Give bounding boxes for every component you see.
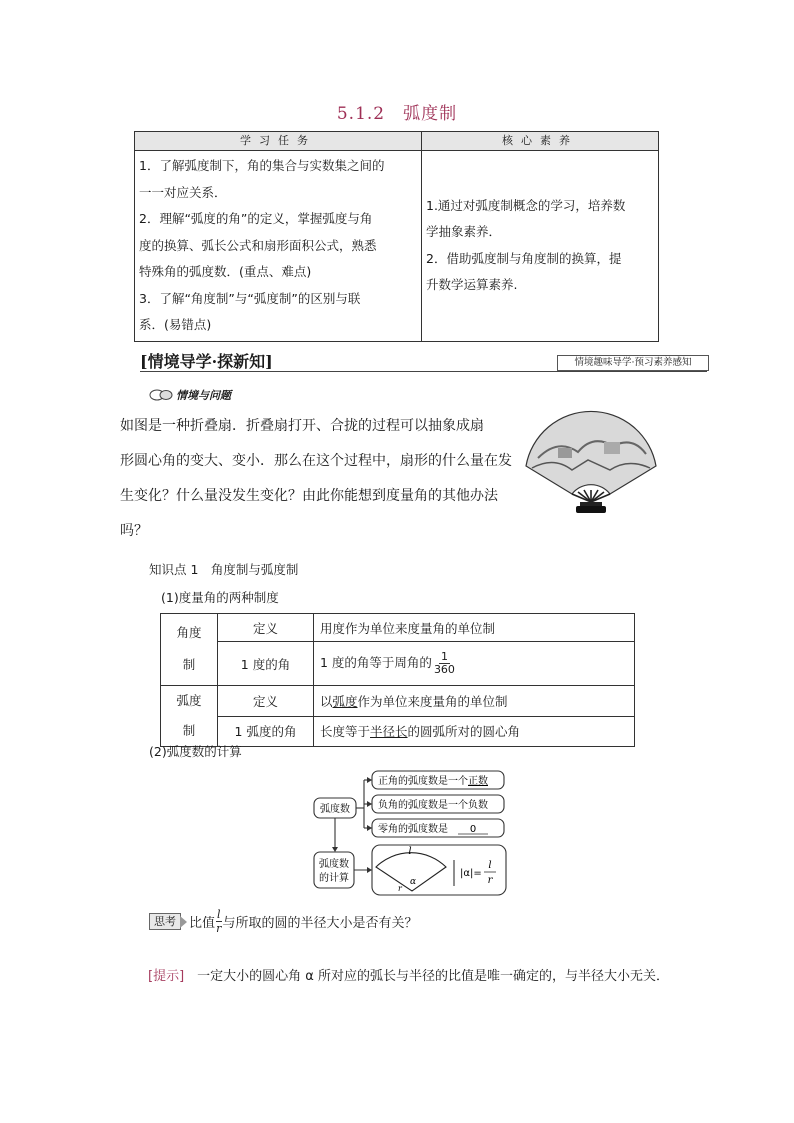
zero-rule-prefix: 零角的弧度数是 [378, 824, 448, 835]
degree-definition: 用度作为单位来度量角的单位制 [314, 614, 635, 642]
literacy-line: 升数学运算素养. [426, 277, 518, 293]
task-line: 2．理解“弧度的角”的定义，掌握弧度与角 [139, 211, 373, 226]
units-table [160, 613, 635, 747]
subheading [149, 387, 231, 403]
hint-tag: [提示] [148, 969, 185, 984]
calc-label-line1: 弧度数 [319, 859, 349, 870]
radian-def-underlined: 弧度 [332, 693, 358, 709]
negative-rule: 负角的弧度数是一个负数 [378, 800, 488, 811]
page-title: 5.1.2 弧度制 [336, 104, 458, 124]
section-divider [140, 371, 707, 372]
think-question [149, 908, 418, 935]
formula-left: |α|= [460, 868, 482, 879]
section-heading: [情境导学·探新知] [140, 352, 273, 371]
fraction-numerator: 1 [440, 650, 448, 663]
formula-numerator: l [488, 860, 492, 871]
knowledge-point-title: 知识点 1 角度制与弧度制 [149, 562, 299, 577]
def-label: 定义 [218, 614, 314, 642]
think-fraction-numerator: l [217, 908, 221, 921]
arc-label-l: l [408, 846, 412, 857]
radius-label-r: r [398, 884, 402, 893]
intro-line: 形圆心角的变大、变小．那么在这个过程中，扇形的什么量在发 [120, 453, 512, 469]
intro-line: 如图是一种折叠扇．折叠扇打开、合拢的过程可以抽象成扇 [120, 418, 484, 434]
one-radian-label: 1 弧度的角 [218, 716, 314, 747]
intro-line: 生变化？什么量没发生变化？由此你能想到度量角的其他办法 [120, 488, 498, 504]
think-fraction [216, 908, 222, 935]
learning-tasks-cell [135, 151, 422, 342]
degree-system-text: 角度制 [176, 625, 202, 672]
radian-system-text: 弧度制 [176, 693, 202, 738]
task-line: 一一对应关系． [139, 184, 227, 200]
radian-def-suffix: 作为单位来度量角的单位制 [357, 693, 508, 709]
think-badge: 思考 [149, 913, 181, 930]
hint-paragraph [120, 958, 676, 996]
think-suffix: 与所取的圆的半径大小是否有关？ [222, 916, 418, 931]
radian-def-prefix: 以 [320, 693, 333, 709]
formula-denominator: r [487, 875, 493, 886]
section-tag: 情境趣味导学·预习素养感知 [557, 355, 709, 371]
positive-rule-value: 正数 [468, 776, 488, 787]
angle-label-alpha: α [409, 877, 417, 887]
fraction-1-360 [434, 651, 455, 676]
one-radian-value [314, 716, 635, 747]
one-degree-value-text: 1 度的角等于周角的 [320, 655, 432, 670]
think-prefix: 比值 [189, 916, 216, 931]
literacy-line: 2．借助弧度制与角度制的换算，提 [426, 250, 622, 266]
radian-value-underlined: 半径长 [370, 724, 408, 740]
positive-rule [378, 774, 488, 787]
task-line: 系．(易错点) [139, 317, 212, 332]
intro-line: 吗？ [120, 523, 148, 539]
subheading-text: 情境与问题 [176, 389, 231, 402]
zero-rule [378, 822, 448, 835]
positive-rule-prefix: 正角的弧度数是一个 [378, 776, 468, 787]
root-label: 弧度数 [320, 804, 350, 815]
think-fraction-denominator: r [216, 922, 222, 935]
radian-value-suffix: 的圆弧所对的圆心角 [407, 724, 521, 740]
task-line: 度的换算、弧长公式和扇形面积公式，熟悉 [139, 237, 377, 253]
zero-rule-value: 0 [469, 824, 477, 835]
chat-bubbles-icon [149, 389, 173, 401]
hint-text: 一定大小的圆心角 α 所对应的弧长与半径的比值是唯一确定的，与半径大小无关． [184, 969, 669, 984]
radian-definition [314, 686, 635, 717]
core-literacy-cell [422, 151, 659, 342]
def-label: 定义 [218, 686, 314, 717]
header-core-literacy: 核心素养 [422, 132, 659, 151]
fraction-denominator: 360 [433, 663, 455, 676]
radian-system-label [161, 686, 218, 747]
kp-item-1: (1)度量角的两种制度 [161, 590, 279, 605]
literacy-line: 1.通过对弧度制概念的学习，培养数 [426, 197, 626, 213]
degree-system-label [161, 614, 218, 686]
task-line: 1．了解弧度制下，角的集合与实数集之间的 [139, 158, 385, 173]
calc-label-line2: 的计算 [319, 873, 349, 884]
one-degree-value [314, 642, 635, 686]
task-line: 特殊角的弧度数．(重点、难点) [139, 264, 312, 279]
literacy-line: 学抽象素养． [426, 224, 502, 240]
learning-tasks-table [134, 131, 659, 342]
radian-value-prefix: 长度等于 [320, 724, 371, 740]
radian-calculation-diagram [312, 768, 508, 896]
header-learning-tasks: 学习任务 [135, 132, 422, 151]
folding-fan-illustration [518, 408, 664, 516]
kp-item-2: (2)弧度数的计算 [149, 744, 242, 759]
task-line: 3．了解“角度制”与“弧度制”的区别与联 [139, 290, 361, 306]
one-degree-label: 1 度的角 [218, 642, 314, 686]
